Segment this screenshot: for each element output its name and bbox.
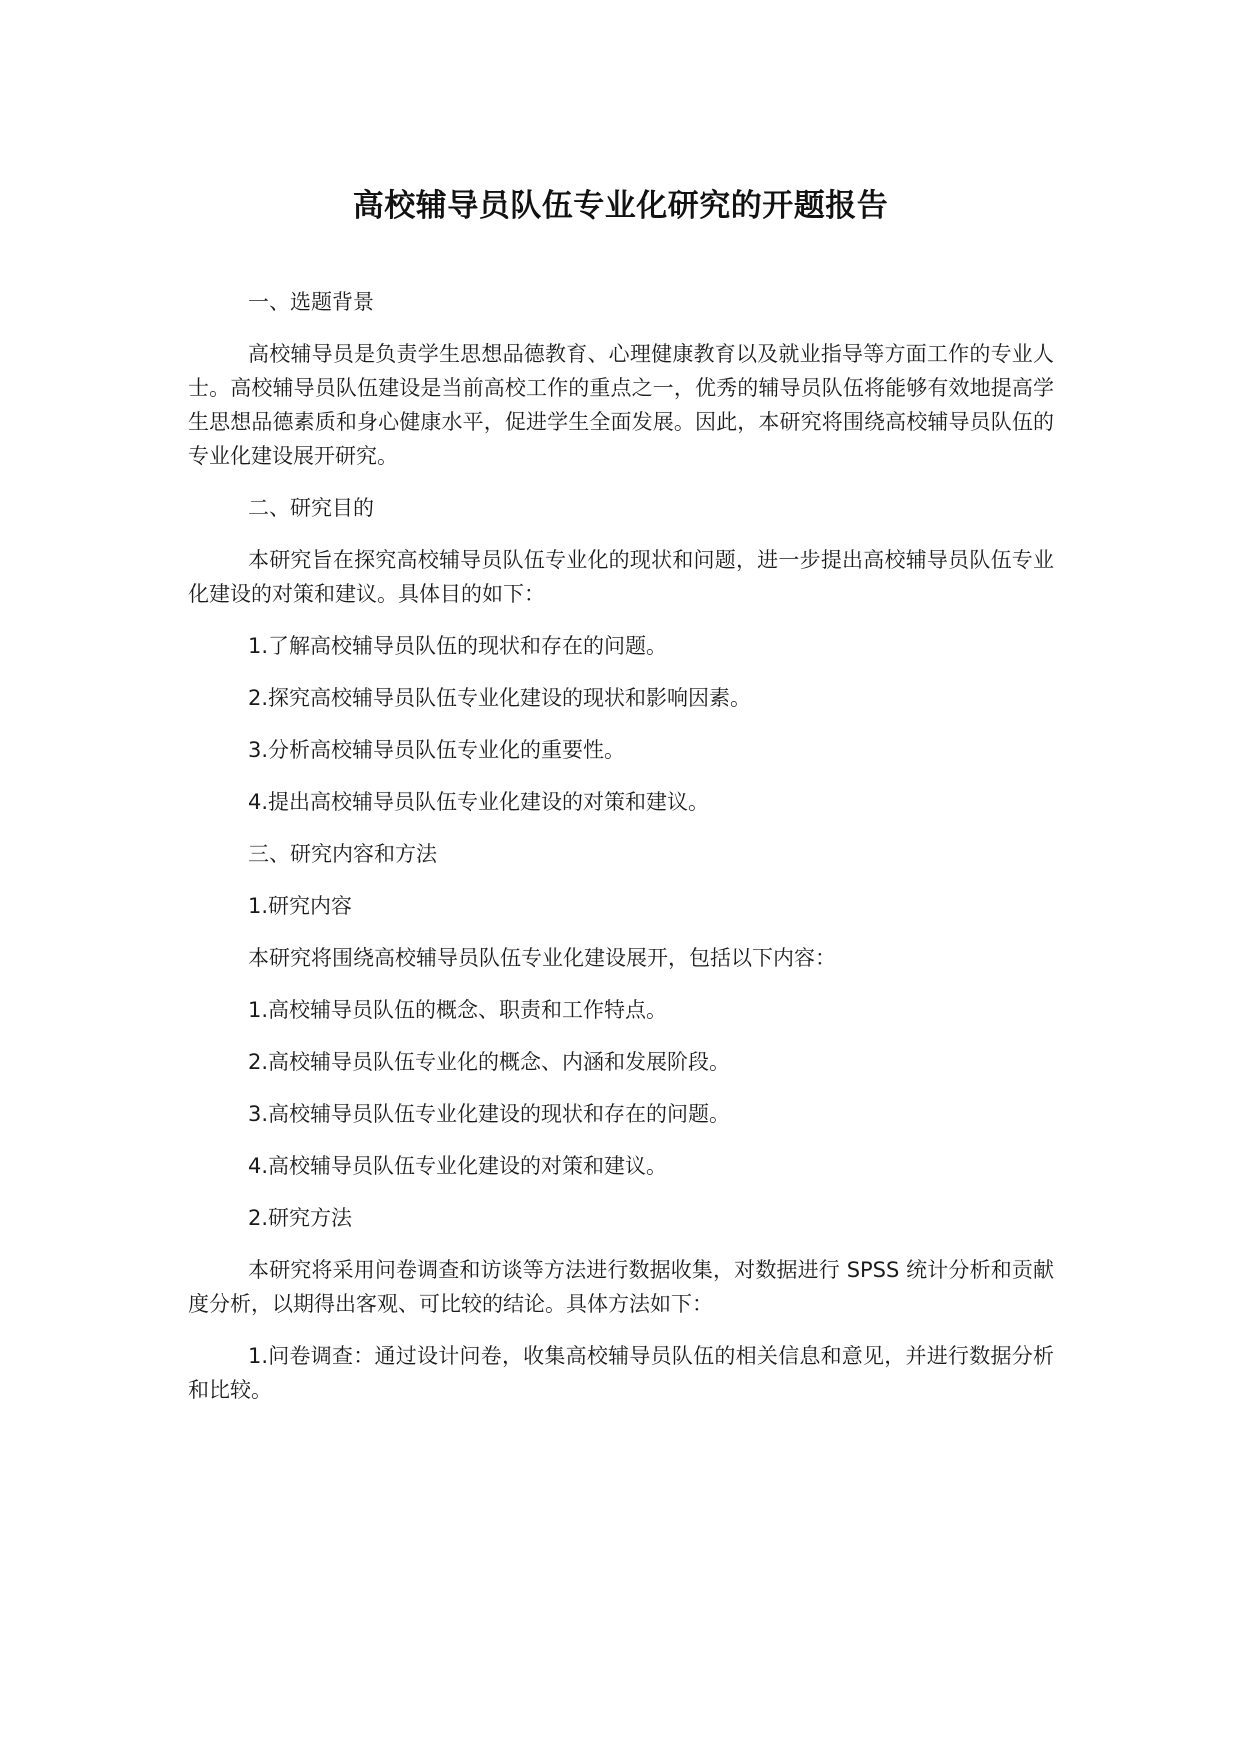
list-item-purpose-3: 3.分析高校辅导员队伍专业化的重要性。 (248, 738, 626, 762)
subheading-content: 1.研究内容 (248, 894, 353, 918)
paragraph-background: 高校辅导员是负责学生思想品德教育、心理健康教育以及就业指导等方面工作的专业人士。高校辅导员队伍建设是当前高校工作的重点之一，优秀的辅导员队伍将能够有效地提高学生思想品德素质和身心健康水平，促进学生全面发展。因此，本研究将围绕高校辅导员队伍的专业化建设展开研究。 (188, 342, 1054, 468)
list-item-purpose-4: 4.提出高校辅导员队伍专业化建设的对策和建议。 (248, 790, 710, 814)
list-item-content-4: 4.高校辅导员队伍专业化建设的对策和建议。 (248, 1154, 668, 1178)
list-item-purpose-2: 2.探究高校辅导员队伍专业化建设的现状和影响因素。 (248, 686, 752, 710)
paragraph-purpose: 本研究旨在探究高校辅导员队伍专业化的现状和问题，进一步提出高校辅导员队伍专业化建设的对策和建议。具体目的如下： (188, 548, 1054, 606)
section-heading-background: 一、选题背景 (248, 290, 374, 314)
list-item-purpose-1: 1.了解高校辅导员队伍的现状和存在的问题。 (248, 634, 668, 658)
list-item-method-1: 1.问卷调查：通过设计问卷，收集高校辅导员队伍的相关信息和意见，并进行数据分析和比较。 (188, 1344, 1054, 1402)
document-body (188, 285, 1054, 1407)
section-heading-purpose: 二、研究目的 (248, 496, 374, 520)
list-item-content-2: 2.高校辅导员队伍专业化的概念、内涵和发展阶段。 (248, 1050, 731, 1074)
paragraph-method: 本研究将采用问卷调查和访谈等方法进行数据收集，对数据进行 SPSS 统计分析和贡献度分析，以期得出客观、可比较的结论。具体方法如下： (188, 1258, 1054, 1316)
list-item-content-3: 3.高校辅导员队伍专业化建设的现状和存在的问题。 (248, 1102, 731, 1126)
list-item-content-1: 1.高校辅导员队伍的概念、职责和工作特点。 (248, 998, 668, 1022)
paragraph-content: 本研究将围绕高校辅导员队伍专业化建设展开，包括以下内容： (248, 946, 836, 970)
section-heading-content-method: 三、研究内容和方法 (248, 842, 437, 866)
document-title: 高校辅导员队伍专业化研究的开题报告 (352, 188, 889, 224)
subheading-method: 2.研究方法 (248, 1206, 353, 1230)
